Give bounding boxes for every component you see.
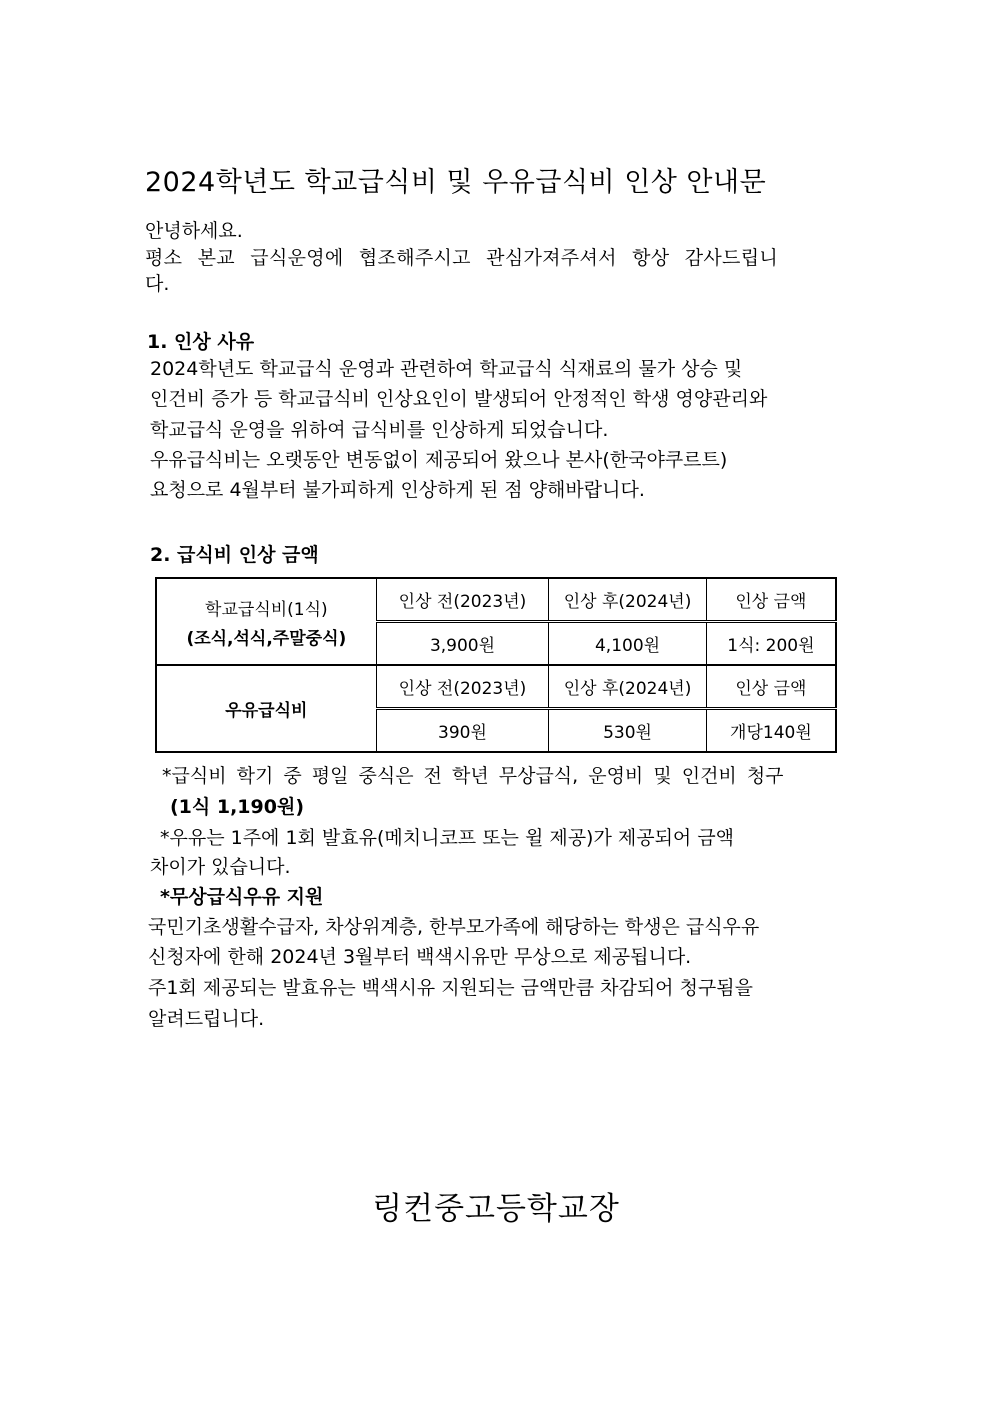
table-value-cell: 3,900원 <box>376 622 549 666</box>
section1-line-4: 우유급식비는 오랫동안 변동없이 제공되어 왔으나 본사(한국야쿠르트) <box>150 449 728 471</box>
school-meal-category: 학교급식비(1식) <box>205 599 328 620</box>
greeting: 안녕하세요. <box>145 220 243 242</box>
section1-heading: 1. 인상 사유 <box>147 331 255 353</box>
table-value-cell: 1식: 200원 <box>706 622 836 666</box>
note3-line-1: 국민기초생활수급자, 차상위계층, 한부모가족에 해당하는 학생은 급식우유 <box>148 916 760 938</box>
table-header-cell: 인상 후(2024년) <box>549 665 707 709</box>
intro-line-1: 평소 본교 급식운영에 협조해주시고 관심가져주셔서 항상 감사드립니 <box>145 247 779 269</box>
section2-heading: 2. 급식비 인상 금액 <box>150 544 319 566</box>
note3-line-3: 주1회 제공되는 발효유는 백색시유 지원되는 금액만큼 차감되어 청구됨을 <box>148 977 753 999</box>
document-title: 2024학년도 학교급식비 및 우유급식비 인상 안내문 <box>145 167 767 198</box>
milk-header-row <box>156 665 836 709</box>
note2-line-1: *우유는 1주에 1회 발효유(메치니코프 또는 윌 제공)가 제공되어 금액 <box>160 827 735 849</box>
fee-table <box>155 577 837 753</box>
table-header-cell: 인상 전(2023년) <box>376 665 549 709</box>
note1-line-1: *급식비 학기 중 평일 중식은 전 학년 무상급식, 운영비 및 인건비 청구 <box>162 765 784 787</box>
school-meal-category-cell <box>156 578 376 665</box>
table-value-cell: 390원 <box>376 709 549 753</box>
milk-category: 우유급식비 <box>225 701 308 721</box>
section1-line-3: 학교급식 운영을 위하여 급식비를 인상하게 되었습니다. <box>150 419 609 441</box>
table-header-cell: 인상 금액 <box>706 665 836 709</box>
table-value-cell: 530원 <box>549 709 707 753</box>
note3-heading: *무상급식우유 지원 <box>160 886 324 908</box>
note2-line-2: 차이가 있습니다. <box>150 856 291 878</box>
table-header-cell: 인상 금액 <box>706 578 836 622</box>
school-meal-category-sub: (조식,석식,주말중식) <box>186 628 347 649</box>
intro-line-2: 다. <box>145 273 170 295</box>
note3-line-4: 알려드립니다. <box>148 1008 265 1030</box>
school-meal-header-row <box>156 578 836 622</box>
note3-line-2: 신청자에 한해 2024년 3월부터 백색시유만 무상으로 제공됩니다. <box>148 946 692 968</box>
milk-category-cell <box>156 665 376 752</box>
section1-line-1: 2024학년도 학교급식 운영과 관련하여 학교급식 식재료의 물가 상승 및 <box>150 358 743 380</box>
signature: 링컨중고등학교장 <box>372 1191 620 1227</box>
table-value-cell: 4,100원 <box>549 622 707 666</box>
table-value-cell: 개당140원 <box>706 709 836 753</box>
note1-line-2: (1식 1,190원) <box>170 796 305 818</box>
table-header-cell: 인상 전(2023년) <box>376 578 549 622</box>
section1-line-5: 요청으로 4월부터 불가피하게 인상하게 된 점 양해바랍니다. <box>150 479 645 501</box>
table-header-cell: 인상 후(2024년) <box>549 578 707 622</box>
section1-line-2: 인건비 증가 등 학교급식비 인상요인이 발생되어 안정적인 학생 영양관리와 <box>150 388 768 410</box>
